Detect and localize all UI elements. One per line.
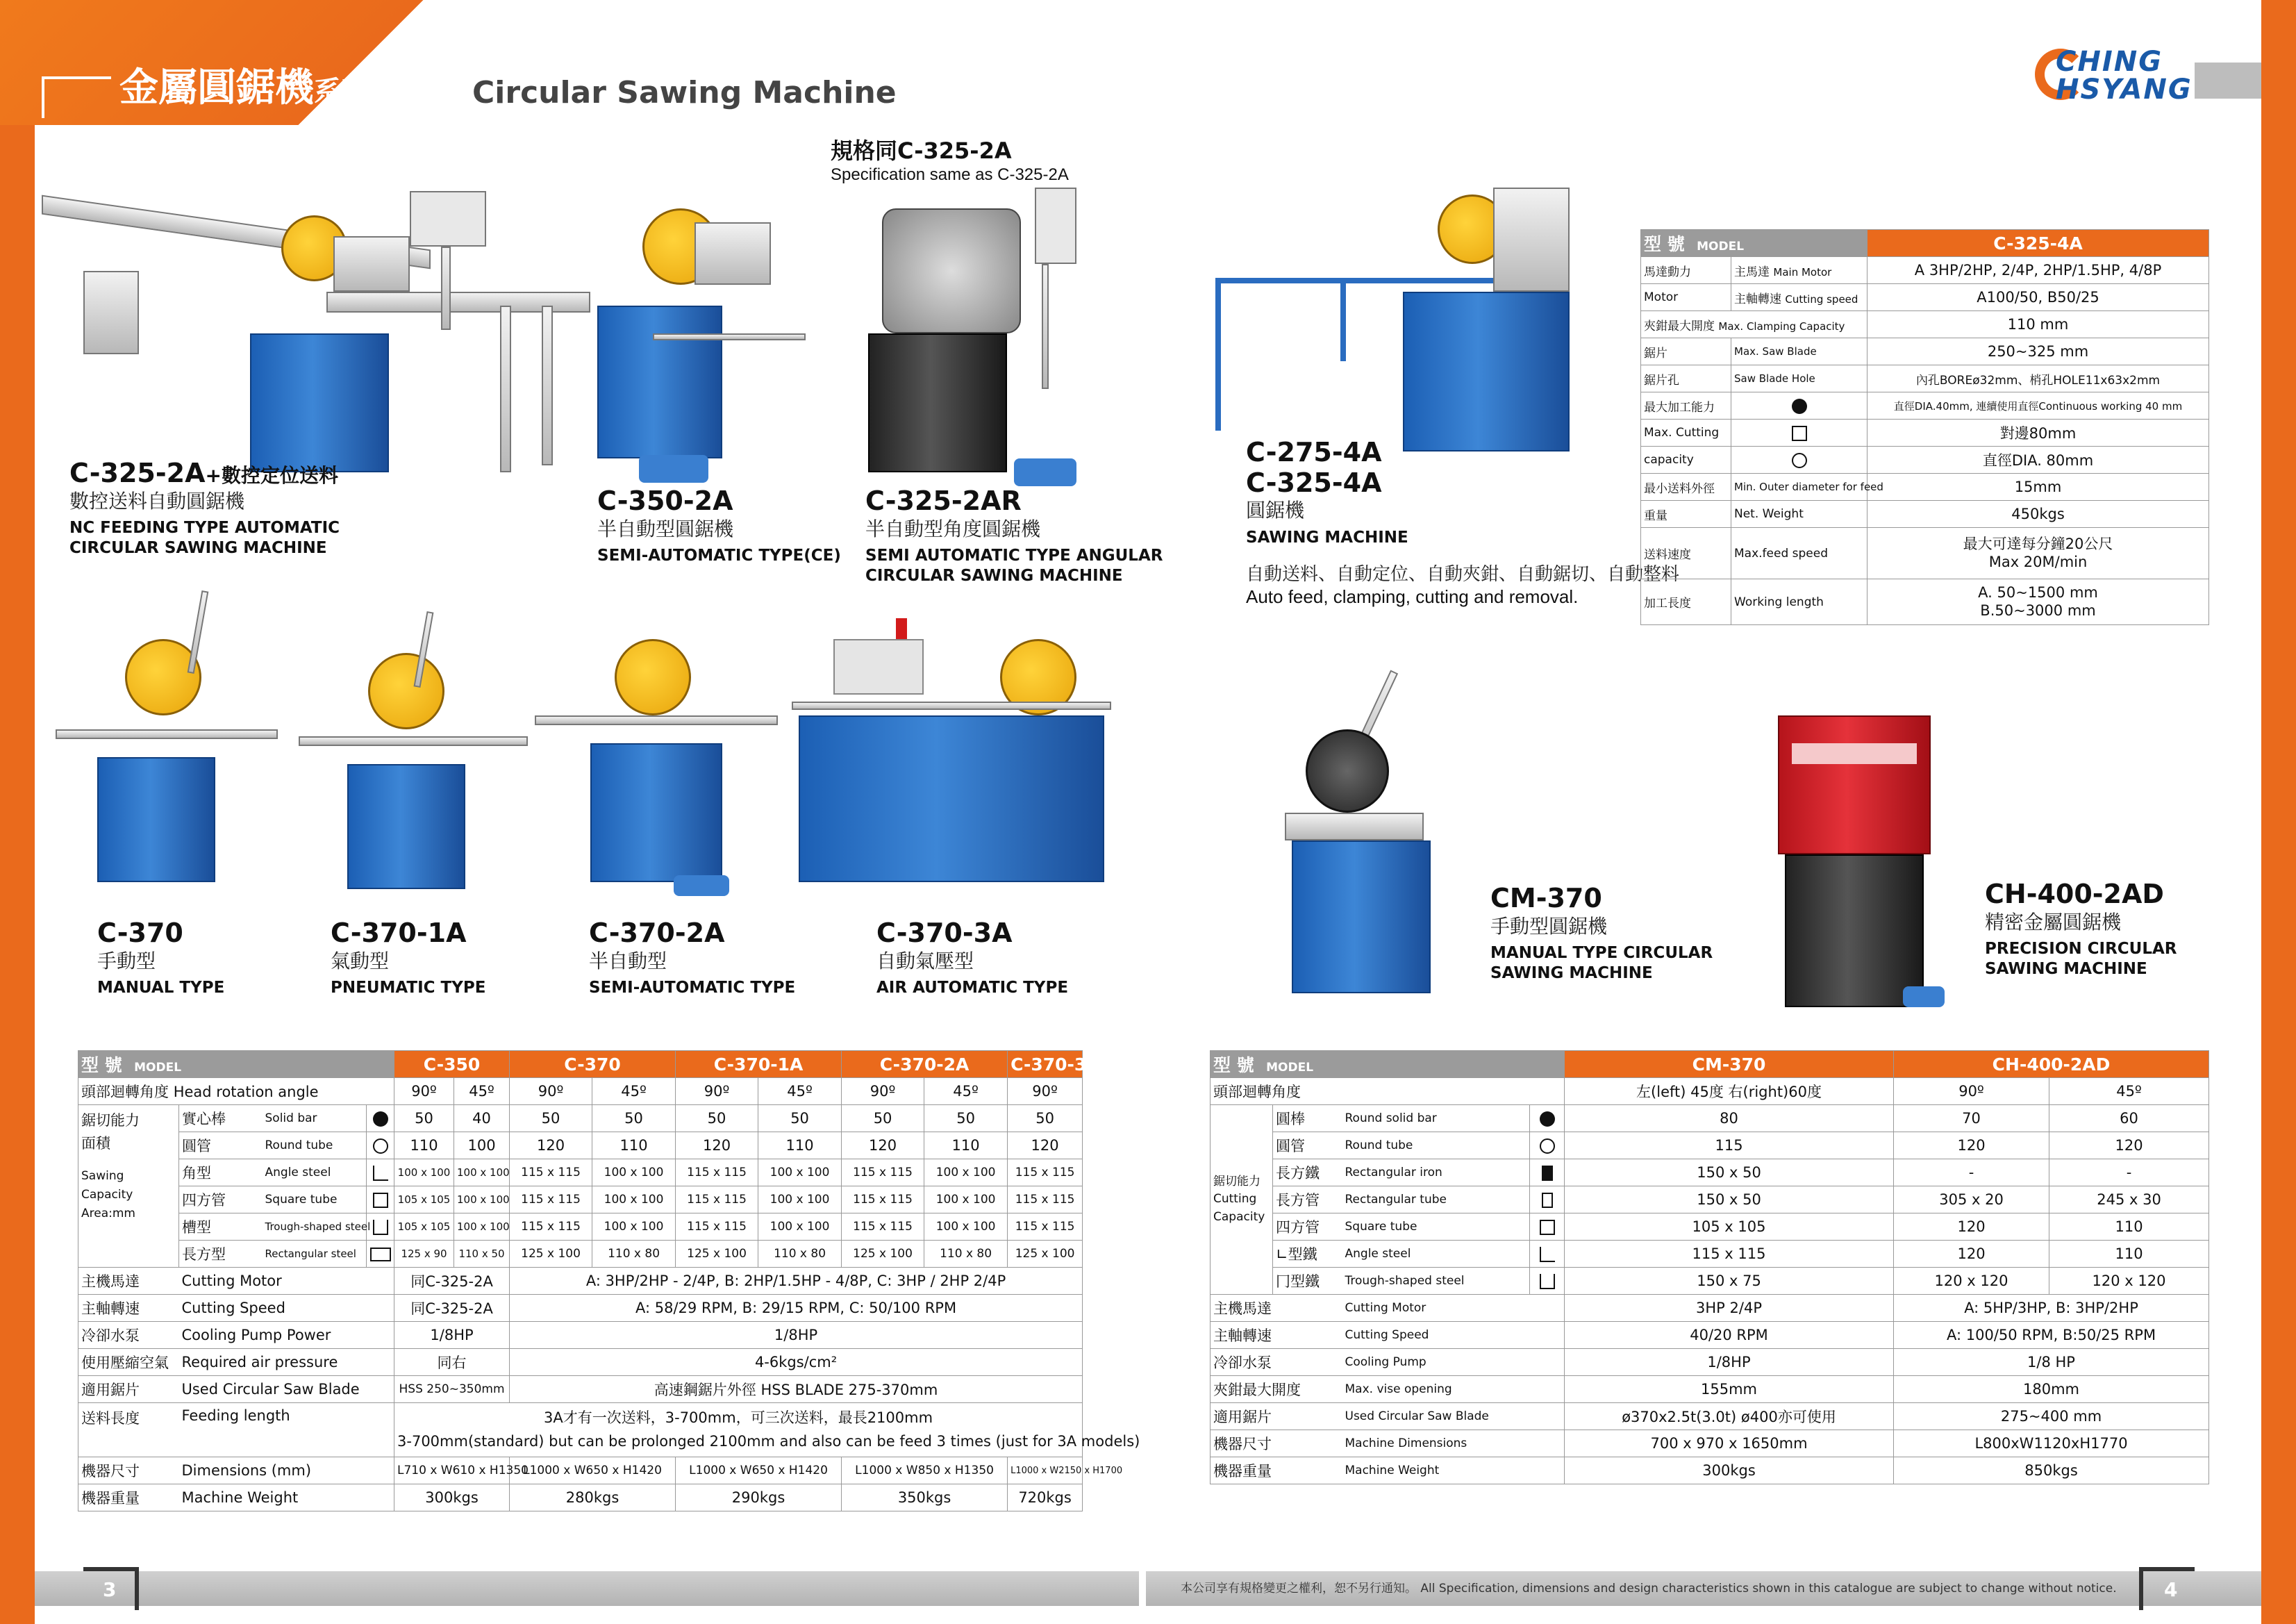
machine-image-c3252a [42,174,563,500]
machine-image-c3702a [535,625,778,896]
footer-bar-left [35,1571,1139,1606]
rectangular-steel-icon [370,1248,391,1261]
angle-steel-icon [373,1166,388,1181]
page-title-cn: 金屬圓鋸機系列 [119,65,369,110]
machine-label-c2754a: C-275-4A C-325-4A 圓鋸機 SAWING MACHINE 自動送料、自動定位、自動夾鉗、自動鋸切、自動整料 Auto feed, clamping, cutting and removal. [1246,437,1680,608]
rectangular-tube-icon [1542,1193,1553,1208]
solid-bar-icon [1540,1111,1555,1127]
machine-label-cm370: CM-370 手動型圓鋸機 MANUAL TYPE CIRCULAR SAWING MACHINE [1490,883,1713,982]
machine-image-c370 [56,590,278,896]
left-orange-border [0,0,35,1624]
machine-label-c370: C-370 手動型 MANUAL TYPE [97,918,225,997]
square-tube-icon [1540,1220,1555,1235]
machine-image-cm370 [1264,653,1458,1000]
machine-image-ch4002ad [1764,715,1945,1014]
machine-image-c3703a [792,611,1111,903]
spec-table-c3254a: 型 號 MODEL C-325-4A 馬達動力 主馬達 Main Motor A 3HP/2HP, 2/4P, 2HP/1.5HP, 4/8P Motor 主軸轉速 Cutting speed A100/50, B50/25 夾鉗最大開度 Max. Clamping Capacity 110 mm 鋸片 Max. Saw Blade 250~325 mm 鋸片孔 Saw Blade Hole 內孔BOREø32mm、梢孔HOLE11x63x2mm 最大加工能力 直徑DIA.40mm, 連續使用直徑Continuous working 40 mm Max. Cutting 對邊80mm capacity 直徑DIA. 80mm 最小送料外徑 Min. Outer diameter for feed 15mm 重量 Net. Weight 450kgs 送料速度 Max.feed speed 最大可達每分鐘20公尺 Max 20M/min 加工長度 Working length A. 50~1500 mm B.50~3000 mm [1640,229,2209,625]
round-tube-icon [373,1138,388,1154]
header-grey-bar [2195,63,2261,99]
machine-image-c3701a [299,611,528,896]
machine-label-ch4002ad: CH-400-2AD 精密金屬圓鋸機 PRECISION CIRCULAR SAWING MACHINE [1985,879,2177,978]
solid-bar-icon [1792,399,1807,414]
solid-bar-icon [373,1111,388,1127]
spec-table-c350-c370: 型 號 MODEL C-350 C-370 C-370-1A C-370-2A C-370-3A 頭部迴轉角度 Head rotation angle 90º 45º 90º 45º 90º 45º 90º 45º 90º 鋸切能力 面積 Sawing Capacity Area:mm 實心棒 Solid bar 50 40 50 50 50 50 50 50 50 圓管 Round tube 110 100 120 110 120 110 120 110 120 角型 Angle steel 100 x 100 100 x 100 115 x 115 100 x 100 115 x 115 100 x 100 115 x 115 100 x 100 115 x 115 四方管 Square tube 105 x 105 100 x 100 115 x 115 100 x 100 115 x 115 100 x 100 115 x 115 100 x 100 115 x 115 槽型 Trough-shaped steel 105 x 105 100 x 100 115 x 115 100 x 100 115 x 115 100 x 100 115 x 115 100 x 100 115 x 115 長方型 Rectangular steel 125 x 90 110 x 50 125 x 100 110 x 80 125 x 100 110 x 80 125 x 100 110 x 80 125 x 100 主機馬達 Cutting Motor 同C-325-2A A: 3HP/2HP - 2/4P, B: 2HP/1.5HP - 4/8P, C: 3HP / 2HP 2/4P 主軸轉速 Cutting Speed 同C-325-2A A: 58/29 RPM, B: 29/15 RPM, C: 50/100 RPM 冷卻水泵 Cooling Pump Power 1/8HP 1/8HP 使用壓縮空氣 Required air pressure 同右 4-6kgs/cm² 適用鋸片 Used Circular Saw Blade HSS 250~350mm 高速鋼鋸片外徑 HSS BLADE 275-370mm 送料長度 Feeding length 3A才有一次送料，3-700mm，可三次送料，最長2100mm 3-700mm(standard) but can be prolonged 2100mm and also can be feed 3 times (just for 3A models) 機器尺寸 Dimensions (mm) L710 x W610 x H1350 L1000 x W650 x H1420 L1000 x W650 x H1420 L1000 x W850 x H1350 L1000 x W2150 x H1700 機器重量 Machine Weight 300kgs 280kgs 290kgs 350kgs 720kgs [78,1050,1083,1511]
logo-text-line2: HSYANG [2056,74,2193,106]
right-orange-border [2261,0,2296,1624]
page-number-right: 4 [2139,1567,2195,1610]
machine-image-c3502a [576,181,806,486]
machine-label-c3252a: C-325-2A+數控定位送料 數控送料自動圓鋸機 NC FEEDING TYPE AUTOMATIC CIRCULAR SAWING MACHINE [69,458,340,557]
trough-steel-icon [1540,1274,1555,1289]
round-tube-icon [1792,453,1807,468]
square-tube-icon [1792,426,1807,441]
spec-table-cm370-ch4002ad: 型 號 MODEL CM-370 CH-400-2AD 頭部迴轉角度 左(left) 45度 右(right)60度 90º 45º 鋸切能力 Cutting Capacity 圓棒 Round solid bar 80 70 60 圓管 Round tube 115 120 120 長方鐵 Rectangular iron 150 x 50 - - 長方管 Rectangular tube 150 x 50 305 x 20 245 x 30 四方管 Square tube 105 x 105 120 110 ∟型鐵 Angle steel 115 x 115 120 110 冂型鐵 Trough-shaped steel 150 x 75 120 x 120 120 x 120 主機馬達 Cutting Motor 3HP 2/4P A: 5HP/3HP, B: 3HP/2HP 主軸轉速 Cutting Speed 40/20 RPM A: 100/50 RPM, B:50/25 RPM 冷卻水泵 Cooling Pump 1/8HP 1/8 HP 夾鉗最大開度 Max. vise opening 155mm 180mm 適用鋸片 Used Circular Saw Blade ø370x2.5t(3.0t) ø400亦可使用 275~400 mm 機器尺寸 Machine Dimensions 700 x 970 x 1650mm L800xW1120xH1770 機器重量 Machine Weight 300kgs 850kgs [1210,1050,2209,1484]
machine-image-c2754a [1215,188,1604,458]
machine-label-c3502a: C-350-2A 半自動型圓鋸機 SEMI-AUTOMATIC TYPE(CE) [597,486,841,565]
machine-label-c3701a: C-370-1A 氣動型 PNEUMATIC TYPE [331,918,486,997]
square-tube-icon [373,1193,388,1208]
footer-notice: 本公司享有規格變更之權利，恕不另行通知。 All Specification, dimensions and design characteristics shown in this catalogue are subject to change without notice. [1181,1582,2117,1596]
machine-label-c3703a: C-370-3A 自動氣壓型 AIR AUTOMATIC TYPE [876,918,1069,997]
spec-note: 規格同C-325-2A Specification same as C-325-2A [831,138,1069,184]
trough-steel-icon [373,1220,388,1235]
machine-image-c3252ar [854,188,1090,493]
round-tube-icon [1540,1138,1555,1154]
rectangular-iron-icon [1542,1166,1553,1181]
page-title-en: Circular Sawing Machine [472,75,897,110]
machine-label-c3252ar: C-325-2AR 半自動型角度圓鋸機 SEMI AUTOMATIC TYPE ANGULAR CIRCULAR SAWING MACHINE [865,486,1163,585]
machine-label-c3702a: C-370-2A 半自動型 SEMI-AUTOMATIC TYPE [589,918,796,997]
header-rule-drop [42,76,44,118]
angle-steel-icon [1540,1247,1555,1262]
header-rule [42,76,111,79]
page-number-left: 3 [83,1567,139,1610]
logo-text-line1: CHING [2056,46,2163,78]
